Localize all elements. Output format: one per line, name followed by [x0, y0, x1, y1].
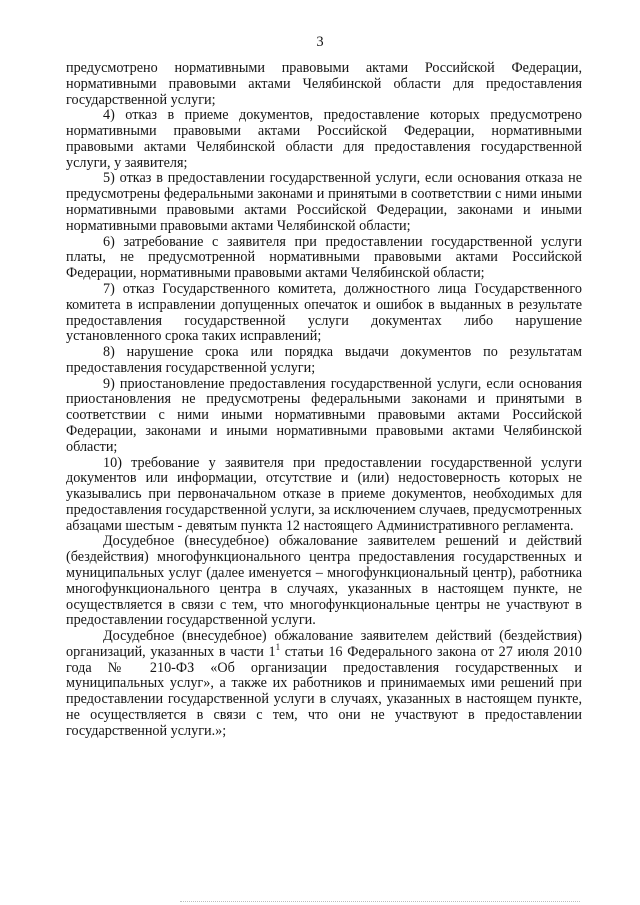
- paragraph-item-9: 9) приостановление предоставления государственной услуги, если основания приостановления не предусмотрены федеральными законами и принятыми в соответствии с ними иными нормативными правовыми актами Российской Федерации, законами и иными нормативными правовыми актами Челябинской области;: [66, 375, 582, 455]
- superscript-mark: 1: [275, 641, 281, 652]
- scan-edge-line: [180, 901, 580, 903]
- paragraph-continuation: предусмотрено нормативными правовыми актами Российской Федерации, нормативными правовыми актами Челябинской области для предоставления государственной услуги;: [66, 60, 582, 108]
- paragraph-item-8: 8) нарушение срока или порядка выдачи документов по результатам предоставления государственной услуги;: [66, 344, 582, 376]
- paragraph-organizations-appeal: [66, 629, 582, 739]
- paragraph-mfc-appeal: Досудебное (внесудебное) обжалование заявителем решений и действий (бездействия) многофункционального центра предоставления государственных и муниципальных услуг (далее именуется – многофункциональный центр), работника многофункционального центра в случаях, указанных в настоящем пункте, не осуществляется в связи с тем, что многофункциональные центры не участвуют в предоставлении государственной услуги.: [66, 533, 582, 629]
- paragraph-item-4: 4) отказ в приеме документов, предоставление которых предусмотрено нормативными правовыми актами Российской Федерации, нормативными правовыми актами Челябинской области для предоставления государственной услуги, у заявителя;: [66, 107, 582, 171]
- paragraph-text-before-sup: Досудебное (внесудебное) обжалование заявителем действий (бездействия) организаций, указанных в части 1: [66, 628, 582, 660]
- page-number: 3: [316, 34, 324, 50]
- paragraph-item-5: 5) отказ в предоставлении государственной услуги, если основания отказа не предусмотрены федеральными законами и принятыми в соответствии с ними иными нормативными правовыми актами Российской Федерации, законами и иными нормативными правовыми актами Челябинской области;: [66, 170, 582, 234]
- paragraph-item-6: 6) затребование с заявителя при предоставлении государственной услуги платы, не предусмотренной нормативными правовыми актами Российской Федерации, нормативными правовыми актами Челябинской области;: [66, 233, 582, 282]
- paragraph-item-10: 10) требование у заявителя при предоставлении государственной услуги документов или информации, отсутствие и (или) недостоверность которых не указывались при первоначальном отказе в приеме документов, необходимых для предоставления государственной услуги, за исключением случаев, предусмотренных абзацами шестым - девятым пункта 12 настоящего Административного регламента.: [66, 454, 582, 534]
- document-body: [66, 61, 582, 740]
- paragraph-item-7: 7) отказ Государственного комитета, должностного лица Государственного комитета в исправлении допущенных опечаток и ошибок в выданных в результате предоставления государственной услуги документах либо нарушение установленного срока таких исправлений;: [66, 280, 582, 345]
- paragraph-text-after-sup: статьи 16 Федерального закона от 27 июля 2010 года № 210-ФЗ «Об организации предоставления государственных и муниципальных услуг», а также их работников и принимаемых ими решений при предоставлении государственной услуги в случаях, указанных в настоящем пункте, не осуществляется в связи с тем, что они не участвуют в предоставлении государственной услуги.»;: [66, 643, 583, 739]
